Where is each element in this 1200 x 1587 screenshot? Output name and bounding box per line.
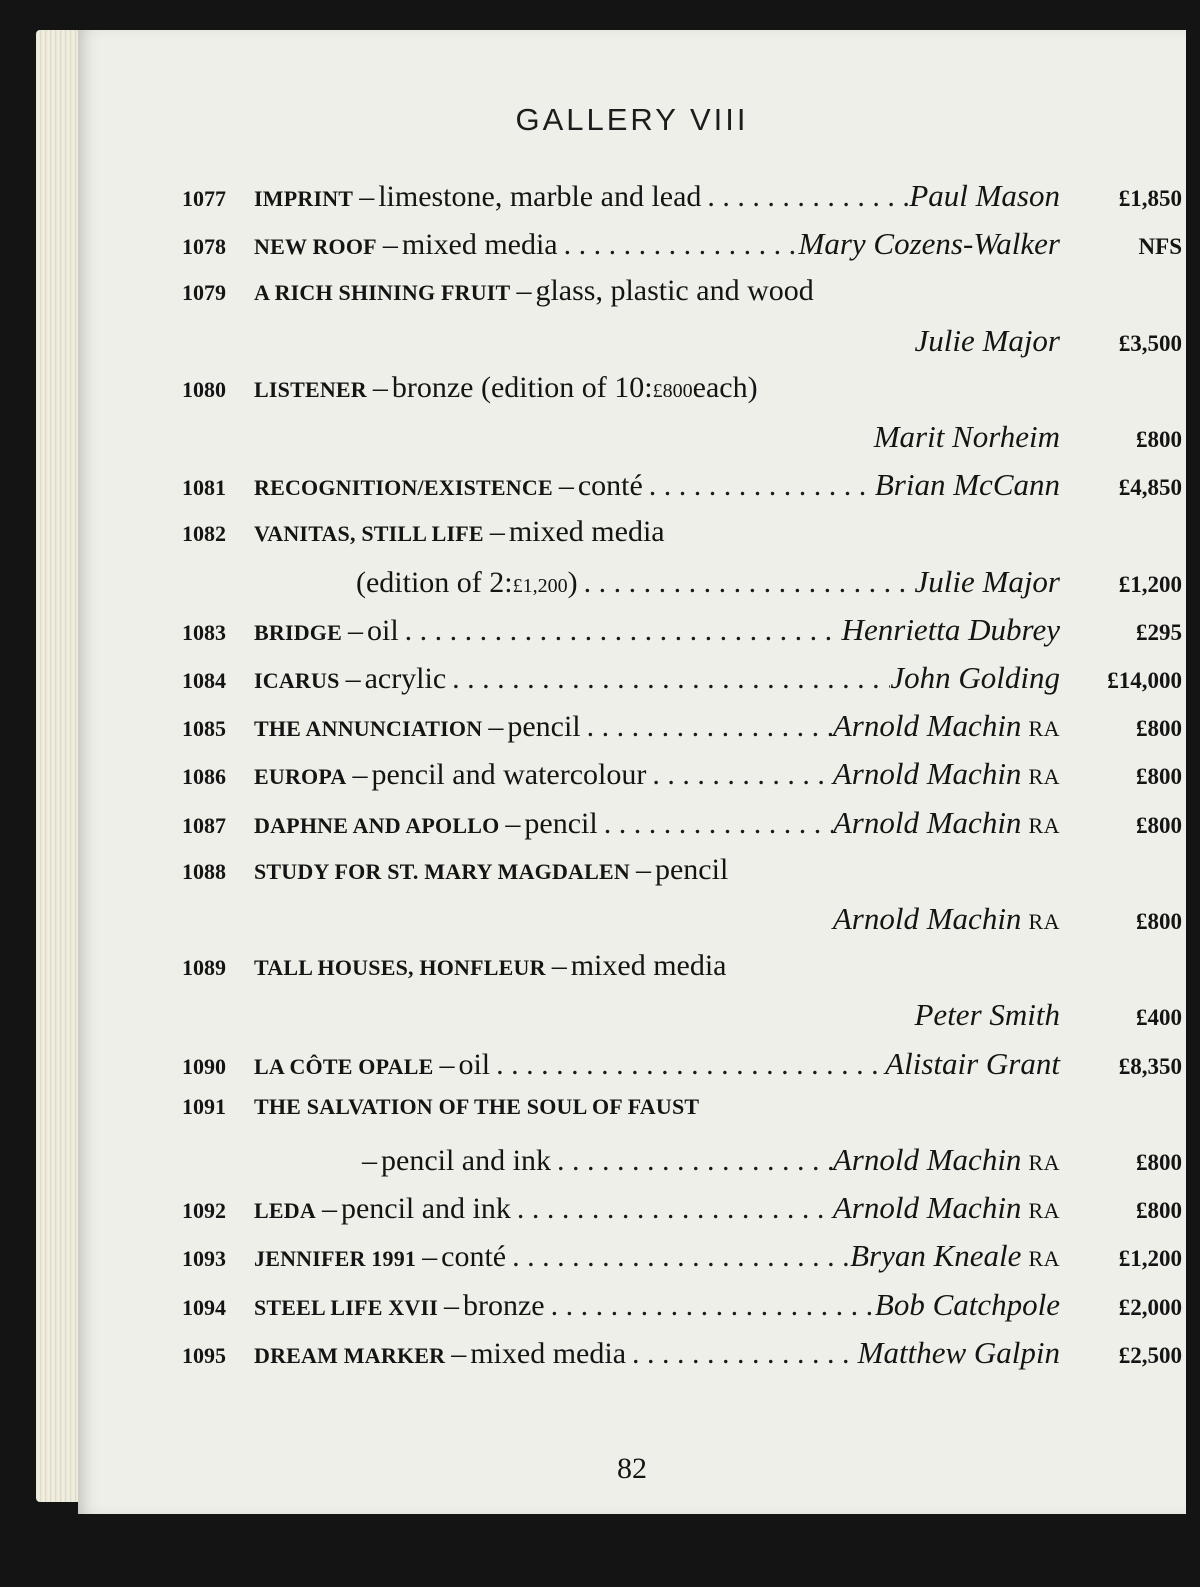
work-title: NEW ROOF [254, 234, 377, 260]
work-medium: glass, plastic and wood [535, 274, 814, 308]
catalogue-line [182, 371, 1182, 419]
catalogue-line [182, 1094, 1182, 1142]
catalogue-line [182, 226, 1182, 274]
dash-separator: – [372, 370, 388, 404]
artist-name: Arnold Machin [832, 804, 1022, 840]
work-title: LA CÔTE OPALE [254, 1053, 434, 1079]
lot-number: 1088 [182, 858, 226, 884]
lot-number: 1080 [182, 376, 226, 402]
catalogue-line [182, 564, 1182, 612]
catalogue-line [182, 997, 1182, 1045]
ra-suffix: RA [1028, 1198, 1060, 1224]
dot-leader [557, 1144, 833, 1178]
work-title: DAPHNE AND APOLLO [254, 812, 500, 838]
catalogue-line [182, 756, 1182, 804]
work-title: ICARUS [254, 668, 340, 693]
artist-name: Mary Cozens-Walker [798, 226, 1060, 262]
catalogue-page [78, 30, 1186, 1514]
catalogue-line [182, 274, 1182, 322]
dash-separator: – [489, 515, 505, 549]
catalogue-line [182, 178, 1182, 226]
ra-suffix: RA [1028, 812, 1060, 838]
lot-number: 1083 [182, 619, 226, 645]
work-medium: pencil and ink [381, 1144, 551, 1177]
dash-separator: – [439, 1047, 455, 1081]
work-title: JENNIFER 1991 [254, 1246, 417, 1272]
artist-name: Matthew Galpin [857, 1334, 1060, 1370]
price: £14,000 [1107, 668, 1182, 693]
price: £800 [1136, 764, 1182, 790]
price: £1,850 [1118, 186, 1182, 211]
dot-leader [584, 566, 915, 600]
dot-leader [604, 807, 833, 841]
artist-name: Arnold Machin [832, 901, 1022, 936]
lot-number: 1082 [182, 521, 226, 547]
artist-name: Bryan Kneale [850, 1238, 1022, 1274]
ra-suffix: RA [1028, 1246, 1060, 1272]
price: £3,500 [1118, 330, 1182, 356]
artist-name: Julie Major [914, 563, 1060, 599]
work-medium-tail: ) [567, 565, 578, 599]
work-title: BRIDGE [254, 619, 342, 645]
catalogue-line [182, 1190, 1182, 1238]
lot-number: 1092 [182, 1198, 226, 1224]
work-title: IMPRINT [254, 186, 354, 211]
work-title: A RICH SHINING FRUIT [254, 280, 511, 306]
work-medium: mixed media [401, 228, 558, 262]
work-title: DREAM MARKER [254, 1342, 446, 1368]
catalogue-line [182, 515, 1182, 563]
lot-number: 1086 [182, 764, 226, 790]
lot-number: 1084 [182, 668, 226, 693]
page-number: 82 [617, 1452, 647, 1485]
lot-number: 1081 [182, 475, 226, 501]
catalogue-entries [78, 30, 1186, 1514]
ra-suffix: RA [1028, 716, 1060, 742]
medium-price-note: £800 [652, 379, 693, 402]
ra-suffix: RA [1028, 764, 1060, 790]
catalogue-line [182, 901, 1182, 949]
work-medium: mixed media [570, 949, 727, 983]
lot-number: 1087 [182, 812, 226, 838]
work-title: LEDA [254, 1198, 316, 1224]
catalogue-line [182, 612, 1182, 660]
catalogue-line [182, 1046, 1182, 1094]
catalogue-line [182, 949, 1182, 997]
ra-suffix: RA [1028, 909, 1060, 934]
price: £400 [1136, 1005, 1182, 1031]
work-medium: pencil [524, 806, 598, 840]
lot-number: 1093 [182, 1246, 226, 1272]
artist-name: Brian McCann [874, 467, 1060, 503]
lot-number: 1089 [182, 955, 226, 981]
dot-leader [496, 1048, 885, 1082]
work-medium: oil [458, 1047, 491, 1081]
work-medium: pencil [507, 710, 581, 744]
artist-name: Paul Mason [909, 178, 1060, 213]
dash-separator: – [382, 228, 398, 262]
work-medium: pencil and ink [340, 1192, 511, 1226]
price: £2,000 [1118, 1294, 1182, 1320]
price: £1,200 [1118, 571, 1182, 597]
catalogue-line [182, 1142, 1182, 1190]
artist-name: Julie Major [914, 322, 1060, 358]
price: £800 [1136, 1198, 1182, 1224]
work-medium: mixed media [508, 515, 665, 549]
artist-name: Marit Norheim [873, 419, 1060, 454]
artist-name: Arnold Machin [832, 1142, 1022, 1177]
work-medium: conté [441, 1240, 507, 1274]
dot-leader [707, 180, 909, 214]
lot-number: 1079 [182, 280, 226, 306]
artist-name: Peter Smith [914, 997, 1060, 1033]
dot-leader [587, 710, 833, 744]
dash-separator: – [348, 613, 363, 647]
work-title: VANITAS, STILL LIFE [254, 521, 484, 547]
work-title: STEEL LIFE XVII [254, 1294, 438, 1320]
price: £800 [1136, 427, 1182, 452]
work-title: THE ANNUNCIATION [254, 716, 483, 742]
work-medium: pencil [654, 852, 729, 886]
work-title: LISTENER [254, 376, 367, 402]
dash-separator: – [488, 710, 504, 744]
dash-separator: – [558, 469, 574, 503]
dot-leader [551, 1289, 875, 1323]
price: NFS [1138, 234, 1182, 260]
price: £800 [1136, 909, 1182, 934]
dot-leader [652, 758, 833, 792]
artist-name: Bob Catchpole [874, 1286, 1060, 1322]
dash-separator: – [635, 852, 651, 886]
dot-leader [512, 1240, 850, 1274]
catalogue-line [182, 1335, 1182, 1383]
work-title: STUDY FOR ST. MARY MAGDALEN [254, 858, 630, 884]
lot-number: 1078 [182, 234, 226, 260]
catalogue-line [182, 660, 1182, 708]
dash-separator: – [422, 1240, 438, 1274]
work-medium: oil [367, 613, 399, 647]
artist-name: John Golding [890, 660, 1060, 695]
work-medium: limestone, marble and lead [378, 180, 702, 213]
catalogue-line [182, 708, 1182, 756]
dot-leader [649, 469, 875, 503]
work-title: THE SALVATION OF THE SOUL OF FAUST [254, 1093, 700, 1119]
dash-separator: – [505, 806, 521, 840]
work-title: EUROPA [254, 764, 347, 790]
lot-number: 1085 [182, 716, 226, 742]
dash-separator: – [362, 1144, 377, 1177]
work-medium: conté [577, 469, 643, 503]
artist-name: Arnold Machin [832, 1190, 1022, 1226]
work-medium: acrylic [364, 662, 447, 695]
price: £295 [1136, 619, 1182, 645]
medium-price-note: £1,200 [512, 574, 568, 597]
artist-name: Arnold Machin [832, 708, 1022, 744]
dash-separator: – [345, 662, 361, 695]
price: £800 [1136, 1150, 1182, 1175]
work-medium: mixed media [470, 1336, 627, 1370]
lot-number: 1094 [182, 1294, 226, 1320]
work-medium: bronze [462, 1288, 545, 1322]
lot-number: 1091 [182, 1093, 226, 1119]
catalogue-line [182, 467, 1182, 515]
dash-separator: – [451, 1336, 467, 1370]
artist-name: Alistair Grant [885, 1045, 1060, 1081]
price: £800 [1136, 812, 1182, 838]
lot-number: 1090 [182, 1053, 226, 1079]
dot-leader [564, 228, 799, 262]
work-medium-tail: each) [692, 370, 758, 404]
dash-separator: – [352, 758, 368, 792]
dot-leader [517, 1192, 833, 1226]
artist-name: Arnold Machin [832, 756, 1022, 792]
catalogue-line [182, 1238, 1182, 1286]
artist-name: Henrietta Dubrey [841, 611, 1060, 647]
catalogue-line [182, 853, 1182, 901]
work-title: RECOGNITION/EXISTENCE [254, 475, 553, 501]
work-title: TALL HOUSES, HONFLEUR [254, 955, 546, 981]
work-medium: pencil and watercolour [371, 758, 647, 792]
catalogue-line [182, 805, 1182, 853]
work-medium: bronze (edition of 10: [391, 370, 653, 404]
catalogue-line [182, 1287, 1182, 1335]
dot-leader [632, 1337, 858, 1371]
gallery-heading: GALLERY VIII [515, 102, 749, 137]
price: £8,350 [1118, 1053, 1182, 1079]
catalogue-line [182, 419, 1182, 467]
dot-leader [452, 662, 890, 696]
dash-separator: – [359, 180, 375, 213]
price: £800 [1136, 716, 1182, 742]
work-medium: (edition of 2: [356, 565, 513, 599]
ra-suffix: RA [1028, 1150, 1060, 1175]
dash-separator: – [321, 1192, 337, 1226]
price: £4,850 [1118, 475, 1182, 501]
dash-separator: – [551, 949, 567, 983]
catalogue-line [182, 323, 1182, 371]
lot-number: 1077 [182, 186, 226, 211]
price: £1,200 [1118, 1246, 1182, 1272]
dash-separator: – [443, 1288, 459, 1322]
lot-number: 1095 [182, 1342, 226, 1368]
dash-separator: – [516, 274, 532, 308]
dot-leader [405, 614, 842, 648]
price: £2,500 [1118, 1342, 1182, 1368]
